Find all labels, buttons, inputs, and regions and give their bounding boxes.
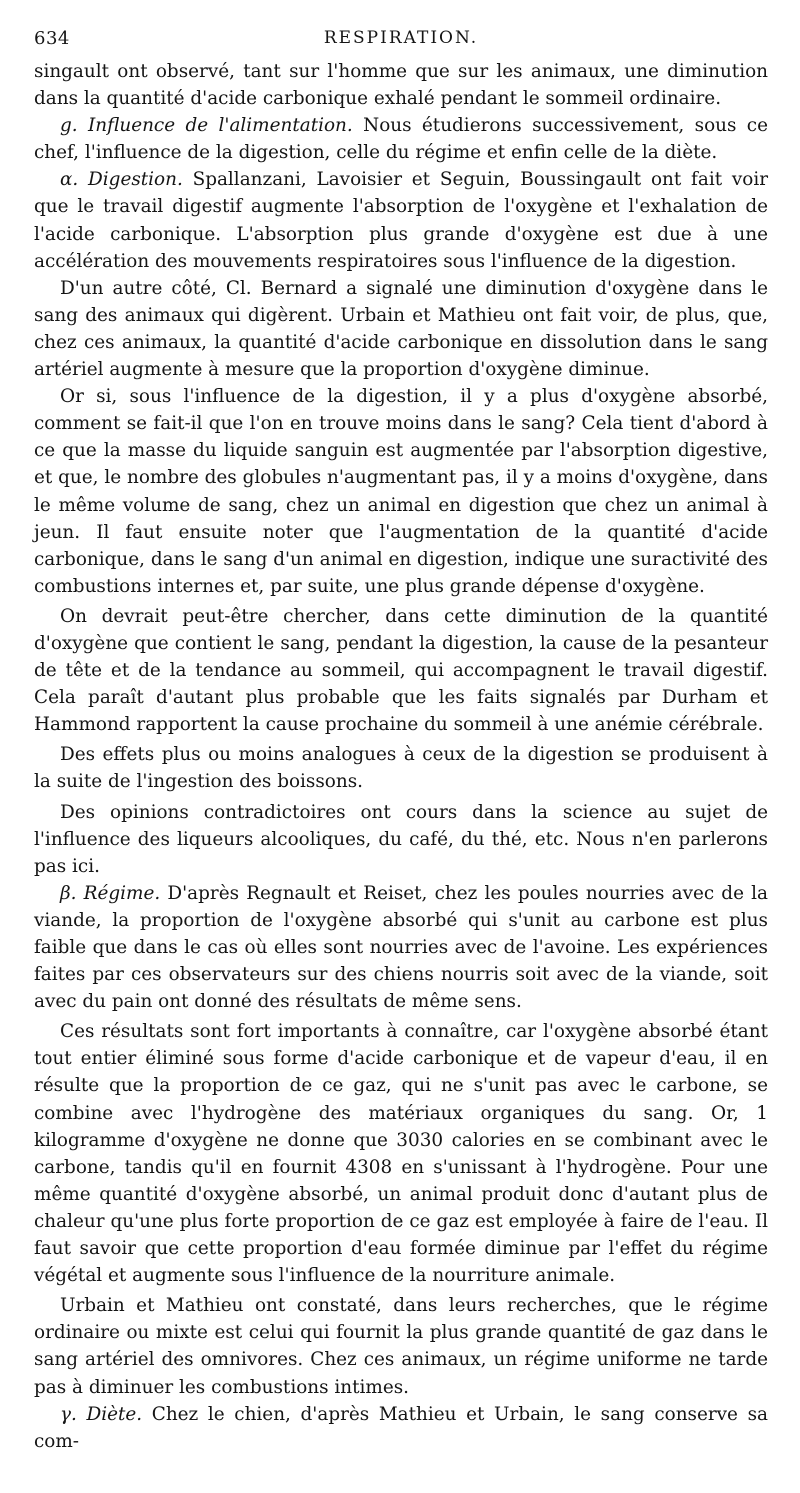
paragraph-2-text: Nous étudierons successivement, sous ce chef, l'influence de la digestion, celle du régime et enfin celle de la diète. <box>34 115 768 164</box>
paragraph-11 <box>34 1292 768 1400</box>
section-heading-regime: β. Régime. <box>60 882 161 904</box>
paragraph-1-text: singault ont observé, tant sur l'homme que sur les animaux, une diminution dans la quantité d'acide carbonique exhalé pendant le sommeil ordinaire. <box>34 61 768 110</box>
paragraph-8 <box>34 799 768 880</box>
paragraph-10 <box>34 1018 768 1289</box>
paragraph-10-text: Ces résultats sont fort importants à connaître, car l'oxygène absorbé étant tout entier éliminé sous forme d'acide carbonique et de vapeur d'eau, il en résulte que la proportion de ce gaz, qui ne s'unit pas avec le carbone, se combine avec l'hydrogène des matériaux organiques du sang. Or, 1 kilogramme d'oxygène ne donne que 3030 calories en se combinant avec le carbone, tandis qu'il en fournit 4308 en s'unissant à l'hydrogène. Pour une même quantité d'oxygène absorbé, un animal produit donc d'autant plus de chaleur qu'une plus forte proportion de ce gaz est employée à faire de l'eau. Il faut savoir que cette proportion d'eau formée diminue par l'effet du régime végétal et augmente sous l'influence de la nourriture animale. <box>34 1021 768 1287</box>
page-header <box>34 28 768 52</box>
paragraph-4 <box>34 275 768 383</box>
paragraph-8-text: Des opinions contradictoires ont cours dans la science au sujet de l'influence des liqueurs alcooliques, du café, du thé, etc. Nous n'en parlerons pas ici. <box>34 801 768 877</box>
paragraph-5 <box>34 383 768 600</box>
paragraph-3 <box>34 166 768 274</box>
paragraph-1 <box>34 58 768 112</box>
section-heading-diete: γ. Diète. <box>60 1403 143 1425</box>
body-text <box>34 58 768 1455</box>
paragraph-9-text: D'après Regnault et Reiset, chez les poules nourries avec de la viande, la proportion de l'oxygène absorbé qui s'unit au carbone est plus faible que dans le cas où elles sont nourries avec de l'avoine. Les expériences faites par ces observateurs sur des chiens nourris soit avec de la viande, soit avec du pain ont donné des résultats de même sens. <box>34 882 768 1013</box>
paragraph-7 <box>34 741 768 795</box>
section-heading-digestion: α. Digestion. <box>60 169 183 191</box>
paragraph-5-text: Or si, sous l'influence de la digestion, il y a plus d'oxygène absorbé, comment se fait-il que l'on en trouve moins dans le sang? Cela tient d'abord à ce que la masse du liquide sanguin est augmentée par l'absorption digestive, et que, le nombre des globules n'augmentant pas, il y a moins d'oxygène, dans le même volume de sang, chez un animal en digestion que chez un animal à jeun. Il faut ensuite noter que l'augmentation de la quantité d'acide carbonique, dans le sang d'un animal en digestion, indique une suractivité des combustions internes et, par suite, une plus grande dépense d'oxygène. <box>34 386 768 597</box>
paragraph-12 <box>34 1401 768 1455</box>
section-heading-alimentation: g. Influence de l'alimentation. <box>60 115 353 137</box>
paragraph-6 <box>34 603 768 738</box>
paragraph-4-text: D'un autre côté, Cl. Bernard a signalé une diminution d'oxygène dans le sang des animaux qui digèrent. Urbain et Mathieu ont fait voir, de plus, que, chez ces animaux, la quantité d'acide carbonique en dissolution dans le sang artériel augmente à mesure que la proportion d'oxygène diminue. <box>34 277 768 381</box>
book-page <box>34 28 768 1455</box>
paragraph-12-text: Chez le chien, d'après Mathieu et Urbain, le sang conserve sa com- <box>34 1403 768 1452</box>
paragraph-7-text: Des effets plus ou moins analogues à ceux de la digestion se produisent à la suite de l'ingestion des boissons. <box>34 744 768 793</box>
running-title: RESPIRATION. <box>323 28 479 48</box>
paragraph-6-text: On devrait peut-être chercher, dans cette diminution de la quantité d'oxygène que contient le sang, pendant la digestion, la cause de la pesanteur de tête et de la tendance au sommeil, qui accompagnent le travail digestif. Cela paraît d'autant plus probable que les faits signalés par Durham et Hammond rapportent la cause prochaine du sommeil à une anémie cérébrale. <box>34 605 768 736</box>
paragraph-11-text: Urbain et Mathieu ont constaté, dans leurs recherches, que le régime ordinaire ou mixte est celui qui fournit la plus grande quantité de gaz dans le sang artériel des omnivores. Chez ces animaux, un régime uniforme ne tarde pas à diminuer les combustions intimes. <box>34 1295 768 1398</box>
page-number: 634 <box>34 28 70 49</box>
paragraph-3-text: Spallanzani, Lavoisier et Seguin, Boussingault ont fait voir que le travail digestif augmente l'absorption de l'oxygène et l'exhalation de l'acide carbonique. L'absorption plus grande d'oxygène est due à une accélération des mouvements respiratoires sous l'influence de la digestion. <box>34 169 769 272</box>
paragraph-9 <box>34 880 768 1015</box>
paragraph-2 <box>34 112 768 166</box>
